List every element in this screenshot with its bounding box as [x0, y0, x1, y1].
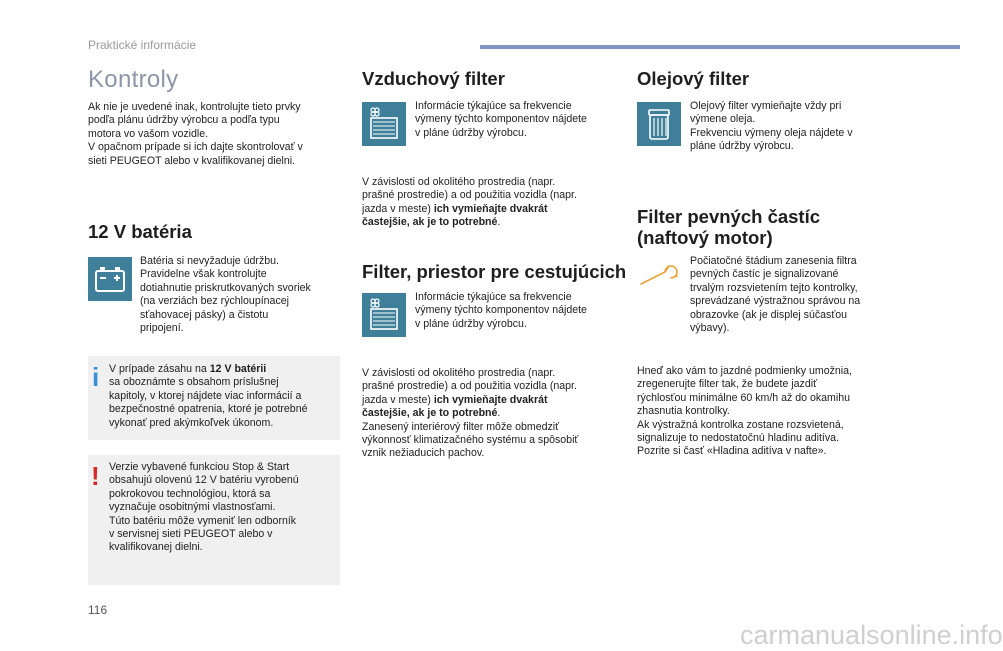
cabin-filter-line: v pláne údržby výrobcu. — [415, 317, 527, 330]
particle-filter-line: pevných častíc je signalizované — [690, 268, 839, 281]
cabin-filter-line: Informácie týkajúce sa frekvencie — [415, 291, 572, 303]
air-filter-para-line: jazda v meste) — [362, 202, 434, 215]
particle-filter-para-line: Hneď ako vám to jazdné podmienky umožnia, — [637, 365, 852, 377]
intro-text — [88, 101, 348, 168]
cabin-filter-text — [415, 291, 615, 331]
warning-line: Túto batériu môže vymeniť len odborník — [109, 514, 297, 527]
oil-filter-line: Frekvenciu výmeny oleja nájdete v — [690, 126, 853, 139]
particle-filter-para-line: rýchlosťou minimálne 60 km/h až do okamihu — [637, 391, 851, 404]
particle-filter-para-line: signalizuje to nedostatočnú hladinu aditíva. — [637, 432, 840, 445]
battery-text — [140, 255, 340, 335]
intro-line: motora vo vašom vozidle. — [88, 127, 209, 140]
particle-filter-para-line: zregenerujte filter tak, že budete jazdiť — [637, 378, 818, 391]
particle-filter-para-line: Ak výstražná kontrolka zostane rozsvietená, — [637, 418, 844, 431]
cabin-filter-para-line: jazda v meste) — [362, 393, 434, 406]
particle-filter-title-line: (naftový motor) — [637, 227, 773, 248]
air-filter-heading: Vzduchový filter — [362, 68, 505, 89]
battery-line: Pravidelne však kontrolujte — [140, 268, 267, 281]
info-line: vykonať pred akýmkoľvek úkonom. — [109, 416, 274, 429]
particle-filter-line: sprevádzané výstražnou správou na — [690, 295, 861, 308]
warning-line: kvalifikovanej dielni. — [109, 541, 203, 554]
particle-filter-para-line: Pozrite si časť «Hladina aditíva v nafte». — [637, 445, 827, 458]
info-bold: 12 V batérii — [209, 363, 267, 375]
battery-line: pripojení. — [140, 322, 184, 335]
cabin-filter-para-line: vznik nežiaducich pachov. — [362, 447, 485, 460]
oil-filter-text — [690, 100, 890, 154]
cabin-filter-para-line: Zanesený interiérový filter môže obmedziť — [362, 420, 560, 433]
particle-filter-paragraph — [637, 365, 897, 459]
air-filter-line: v pláne údržby výrobcu. — [415, 126, 527, 139]
oil-filter-line: Olejový filter vymieňajte vždy pri — [690, 100, 842, 112]
air-filter-para-line: prašné prostredie) a od použitia vozidla (napr. — [362, 189, 577, 202]
warning-box — [88, 455, 340, 585]
air-filter-bold: častejšie, ak je to potrebné — [362, 216, 498, 229]
cabin-filter-para-line: prašné prostredie) a od použitia vozidla (napr. — [362, 380, 577, 393]
air-filter-bold: ich vymieňajte dvakrát — [433, 202, 548, 215]
particle-filter-line: Počiatočné štádium zanesenia filtra — [690, 255, 857, 267]
particle-filter-title-line: Filter pevných častíc — [637, 206, 821, 227]
info-icon: i — [92, 362, 100, 392]
cabin-filter-paragraph — [362, 367, 612, 461]
warning-text — [109, 461, 337, 555]
oil-filter-icon — [637, 102, 681, 146]
warning-line: pokrokovou technológiou, ktorá sa — [109, 487, 271, 500]
air-filter-icon — [362, 102, 406, 146]
info-line: bezpečnostné opatrenia, ktoré je potrebné — [109, 403, 308, 416]
cabin-filter-para-end: . — [497, 407, 501, 420]
cabin-filter-bold: ich vymieňajte dvakrát — [433, 393, 548, 406]
warning-icon: ! — [91, 461, 100, 491]
battery-line: (na verziách bez rýchloupínacej — [140, 295, 289, 308]
cabin-filter-para-line: výkonnosť klimatizačného systému a spôsobiť — [362, 434, 579, 447]
intro-line: sieti PEUGEOT alebo v kvalifikovanej dielni. — [88, 154, 296, 167]
battery-line: Batéria si nevyžaduje údržbu. — [140, 255, 279, 267]
air-filter-line: výmeny týchto komponentov nájdete — [415, 113, 587, 126]
warning-line: v servisnej sieti PEUGEOT alebo v — [109, 528, 273, 541]
air-filter-paragraph — [362, 176, 612, 230]
air-filter-para-line: V závislosti od okolitého prostredia (napr. — [362, 176, 556, 188]
particle-filter-heading — [637, 206, 820, 248]
info-lead: V prípade zásahu na — [109, 363, 210, 375]
oil-filter-line: pláne údržby výrobcu. — [690, 140, 794, 153]
air-filter-line: Informácie týkajúce sa frekvencie — [415, 100, 572, 112]
section-header: Praktické informácie — [88, 38, 197, 52]
warning-line: vyznačuje osobitnými vlastnosťami. — [109, 501, 276, 514]
intro-line: Ak nie je uvedené inak, kontrolujte tieto prvky — [88, 101, 301, 113]
particle-filter-para-line: zhasnutia kontrolky. — [637, 405, 730, 418]
warning-line: Verzie vybavené funkciou Stop & Start — [109, 461, 290, 473]
cabin-filter-line: výmeny týchto komponentov nájdete — [415, 304, 587, 317]
intro-line: V opačnom prípade si ich dajte skontrolovať v — [88, 141, 303, 154]
battery-line: dotiahnutie priskrutkovaných svoriek — [140, 281, 311, 294]
cabin-filter-heading: Filter, priestor pre cestujúcich — [362, 261, 627, 282]
page-number: 116 — [88, 603, 108, 617]
battery-icon — [88, 257, 132, 301]
info-box — [88, 356, 340, 440]
air-filter-text — [415, 100, 615, 140]
particle-filter-line: trvalým rozsvietením tejto kontrolky, — [690, 281, 858, 294]
particle-filter-text — [690, 255, 895, 335]
cabin-filter-icon — [362, 293, 406, 337]
battery-line: sťahovacej pásky) a čistotu — [140, 308, 269, 321]
warning-line: obsahujú olovenú 12 V batériu vyrobenú — [109, 474, 299, 487]
cabin-filter-para-line: V závislosti od okolitého prostredia (napr. — [362, 367, 556, 379]
air-filter-para-end: . — [497, 216, 501, 229]
info-text — [109, 363, 337, 430]
particle-filter-line: obrazovke (ak je displej súčasťou — [690, 308, 848, 321]
watermark: carmanualsonline.info — [740, 620, 1003, 650]
particle-filter-line: výbavy). — [690, 322, 730, 335]
battery-heading: 12 V batéria — [88, 221, 192, 242]
page-title: Kontroly — [88, 66, 179, 93]
cabin-filter-bold: častejšie, ak je to potrebné — [362, 407, 498, 420]
wrench-icon — [637, 260, 683, 290]
oil-filter-heading: Olejový filter — [637, 68, 750, 89]
info-line: sa oboznámte s obsahom príslušnej — [109, 376, 279, 389]
header-accent-bar — [480, 45, 960, 49]
intro-line: podľa plánu údržby výrobcu a podľa typu — [88, 114, 280, 127]
oil-filter-line: výmene oleja. — [690, 113, 756, 126]
info-line: kapitoly, v ktorej nájdete viac informácií a — [109, 389, 302, 402]
